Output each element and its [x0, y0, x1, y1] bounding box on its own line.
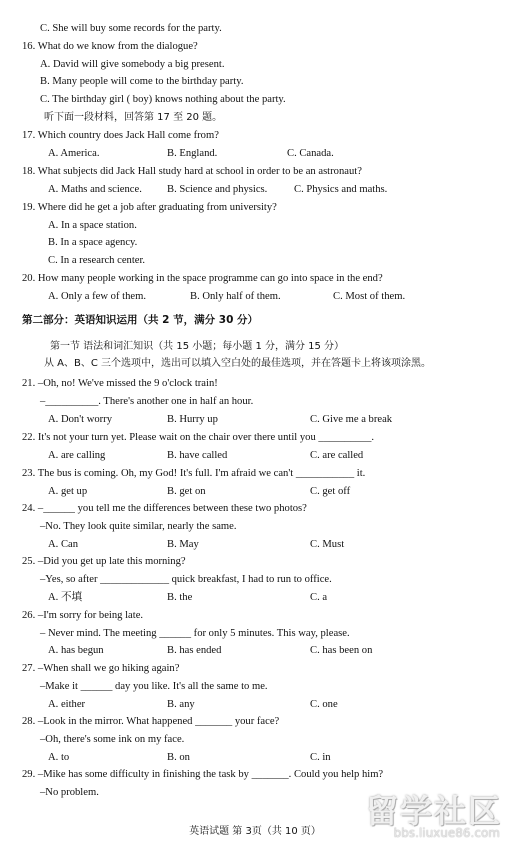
q28-option-c: C. in [310, 752, 331, 763]
q21-option-c: C. Give me a break [310, 414, 393, 425]
q28-line2: –Oh, there's some ink on my face. [40, 734, 185, 745]
page-footer: 英语试题 第 3页（共 10 页） [189, 826, 321, 837]
q21-option-b: B. Hurry up [167, 414, 218, 425]
q28-line1: 28. –Look in the mirror. What happened _______ your face? [22, 716, 280, 727]
section1-heading: 第一节 语法和词汇知识（共 15 小题；每小题 1 分，满分 15 分） [50, 341, 345, 352]
q17-stem: 17. Which country does Jack Hall come from? [22, 130, 219, 141]
q26-line2: – Never mind. The meeting ______ for only 5 minutes. This way, please. [40, 628, 350, 639]
q25-line2: –Yes, so after _____________ quick breakfast, I had to run to office. [40, 574, 332, 585]
q24-option-c: C. Must [310, 539, 345, 550]
section1-instructions: 从 A、B、C 三个选项中，选出可以填入空白处的最佳选项，并在答题卡上将该项涂黑。 [44, 358, 432, 369]
q27-line1: 27. –When shall we go hiking again? [22, 663, 180, 674]
q20-option-c: C. Most of them. [333, 291, 406, 302]
q27-option-b: B. any [167, 699, 195, 710]
q26-option-b: B. has ended [167, 645, 222, 656]
q28-option-b: B. on [167, 752, 190, 763]
q22-option-a: A. are calling [48, 450, 106, 461]
q29-line2: –No problem. [40, 787, 99, 798]
q27-line2: –Make it ______ day you like. It's all the same to me. [40, 681, 268, 692]
q20-option-b: B. Only half of them. [190, 291, 281, 302]
q17-option-c: C. Canada. [287, 148, 334, 159]
q16-stem: 16. What do we know from the dialogue? [22, 41, 198, 52]
q18-option-a: A. Maths and science. [48, 184, 142, 195]
q18-stem: 18. What subjects did Jack Hall study hard at school in order to be an astronaut? [22, 166, 362, 177]
q21-line2: –__________. There's another one in half an hour. [40, 396, 254, 407]
q19-option-a: A. In a space station. [48, 220, 137, 231]
q17-option-a: A. America. [48, 148, 100, 159]
part2-heading: 第二部分：英语知识运用（共 2 节，满分 30 分） [22, 314, 259, 326]
q19-option-c: C. In a research center. [48, 255, 146, 266]
q18-option-c: C. Physics and maths. [294, 184, 388, 195]
q28-option-a: A. to [48, 752, 70, 763]
q24-option-b: B. May [167, 539, 199, 550]
q25-option-b: B. the [167, 592, 193, 603]
q29-line1: 29. –Mike has some difficulty in finishing the task by _______. Could you help him? [22, 769, 384, 780]
q23-option-b: B. get on [167, 486, 206, 497]
q22-option-c: C. are called [310, 450, 364, 461]
q23-stem: 23. The bus is coming. Oh, my God! It's full. I'm afraid we can't ___________ it. [22, 468, 366, 479]
q23-option-a: A. get up [48, 486, 88, 497]
listening-note: 听下面一段材料，回答第 17 至 20 题。 [44, 112, 223, 123]
watermark-text: 留学社区 [365, 792, 502, 830]
q21-option-a: A. Don't worry [48, 414, 112, 425]
q25-line1: 25. –Did you get up late this morning? [22, 556, 186, 567]
q20-option-a: A. Only a few of them. [48, 291, 146, 302]
q16-option-c: C. The birthday girl ( boy) knows nothing about the party. [40, 94, 286, 105]
q19-stem: 19. Where did he get a job after graduating from university? [22, 202, 277, 213]
q18-option-b: B. Science and physics. [167, 184, 268, 195]
q22-stem: 22. It's not your turn yet. Please wait on the chair over there until you __________. [22, 432, 375, 443]
q22-option-b: B. have called [167, 450, 228, 461]
q26-option-a: A. has begun [48, 645, 104, 656]
q25-option-c: C. a [310, 592, 328, 603]
q21-line1: 21. –Oh, no! We've missed the 9 o'clock train! [22, 378, 218, 389]
q16-option-a: A. David will give somebody a big present. [40, 59, 225, 70]
q27-option-c: C. one [310, 699, 338, 710]
q26-option-c: C. has been on [310, 645, 373, 656]
watermark-url: bbs.liuxue86.com [393, 826, 500, 840]
q20-stem: 20. How many people working in the space programme can go into space in the end? [22, 273, 383, 284]
q24-line1: 24. –______ you tell me the differences between these two photos? [22, 503, 307, 514]
q27-option-a: A. either [48, 699, 86, 710]
q25-option-a: A. 不填 [48, 592, 83, 603]
q19-option-b: B. In a space agency. [48, 237, 138, 248]
q23-option-c: C. get off [310, 486, 351, 497]
q24-option-a: A. Can [48, 539, 79, 550]
q16-option-b: B. Many people will come to the birthday party. [40, 76, 244, 87]
q15-option-c: C. She will buy some records for the party. [40, 23, 222, 34]
q26-line1: 26. –I'm sorry for being late. [22, 610, 144, 621]
q24-line2: –No. They look quite similar, nearly the same. [40, 521, 237, 532]
watermark-logo [352, 786, 502, 844]
q17-option-b: B. England. [167, 148, 218, 159]
